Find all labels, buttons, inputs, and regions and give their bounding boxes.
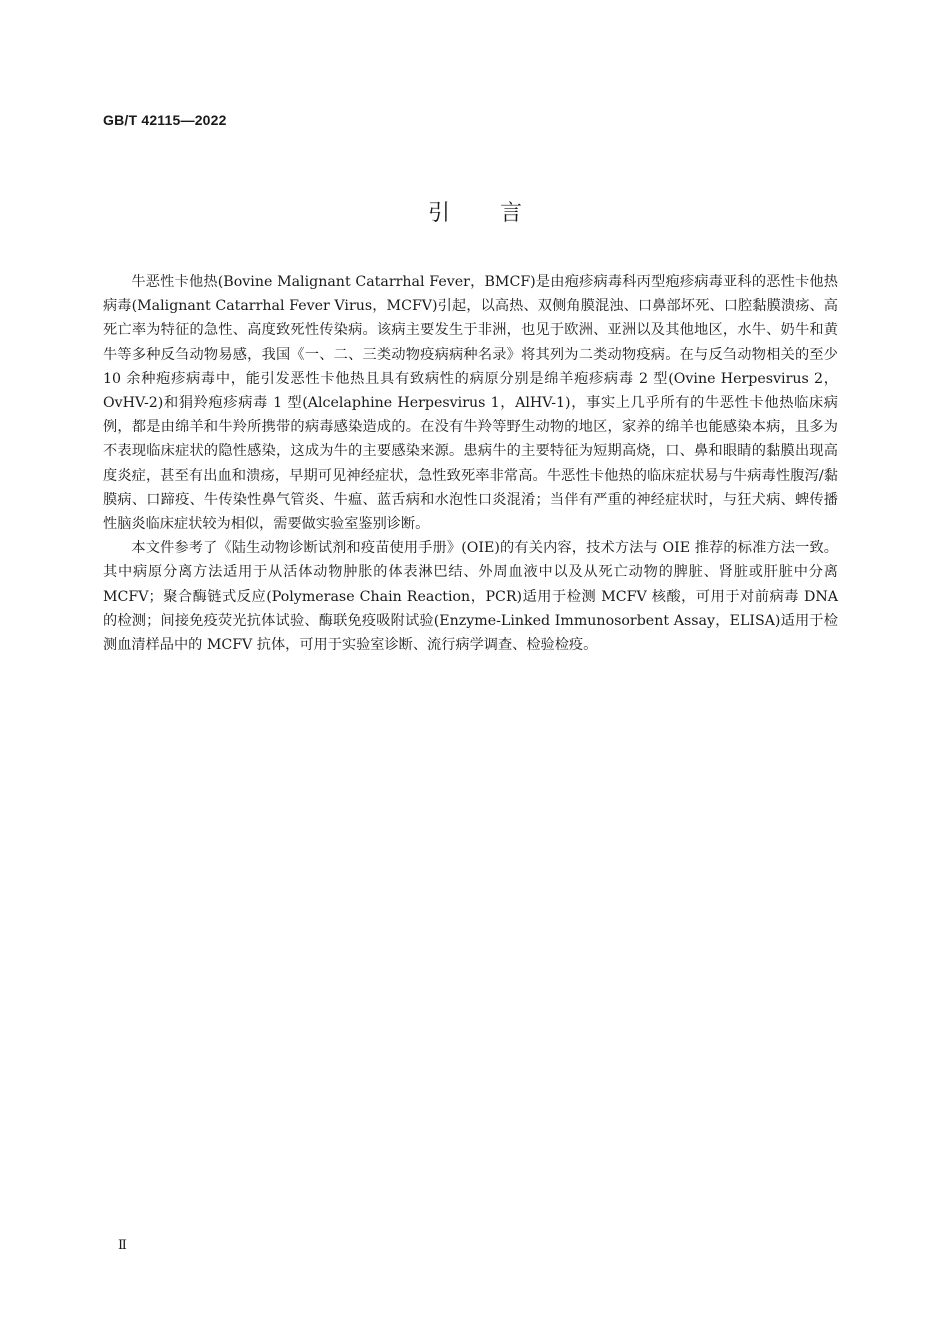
paragraph: 本文件参考了《陆生动物诊断试剂和疫苗使用手册》(OIE)的有关内容，技术方法与 OIE 推荐的标准方法一致。其中病原分离方法适用于从活体动物肿胀的体表淋巴结、外周血液中以及从死亡动物的脾脏、肾脏或肝脏中分离 MCFV；聚合酶链式反应(Polymerase Chain Reaction，PCR)适用于检测 MCFV 核酸，可用于对前病毒 DNA 的检测；间接免疫荧光抗体试验、酶联免疫吸附试验(Enzyme-Linked Immunosorbent Assay，ELISA)适用于检测血清样品中的 MCFV 抗体，可用于实验室诊断、流行病学调查、检验检疫。 [103, 540, 838, 654]
body-text [103, 270, 838, 657]
page-number: Ⅱ [118, 1238, 127, 1253]
paragraph: 牛恶性卡他热(Bovine Malignant Catarrhal Fever，BMCF)是由疱疹病毒科丙型疱疹病毒亚科的恶性卡他热病毒(Malignant Catarrhal Fever Virus，MCFV)引起，以高热、双侧角膜混浊、口鼻部坏死、口腔黏膜溃疡、高死亡率为特征的急性、高度致死性传染病。该病主要发生于非洲，也见于欧洲、亚洲以及其他地区，水牛、奶牛和黄牛等多种反刍动物易感，我国《一、二、三类动物疫病病种名录》将其列为二类动物疫病。在与反刍动物相关的至少 10 余种疱疹病毒中，能引发恶性卡他热且具有致病性的病原分别是绵羊疱疹病毒 2 型(Ovine Herpesvirus 2，OvHV-2)和狷羚疱疹病毒 1 型(Alcelaphine Herpesvirus 1，AlHV-1)，事实上几乎所有的牛恶性卡他热临床病例，都是由绵羊和牛羚所携带的病毒感染造成的。在没有牛羚等野生动物的地区，家养的绵羊也能感染本病，且多为不表现临床症状的隐性感染，这成为牛的主要感染来源。患病牛的主要特征为短期高烧，口、鼻和眼睛的黏膜出现高度炎症，甚至有出血和溃疡，早期可见神经症状，急性致死率非常高。牛恶性卡他热的临床症状易与牛病毒性腹泻/黏膜病、口蹄疫、牛传染性鼻气管炎、牛瘟、蓝舌病和水泡性口炎混淆；当伴有严重的神经症状时，与狂犬病、蜱传播性脑炎临床症状较为相似，需要做实验室鉴别诊断。 [103, 274, 838, 533]
standard-code: GB/T 42115—2022 [103, 112, 227, 128]
page-title: 引言 [427, 201, 572, 226]
